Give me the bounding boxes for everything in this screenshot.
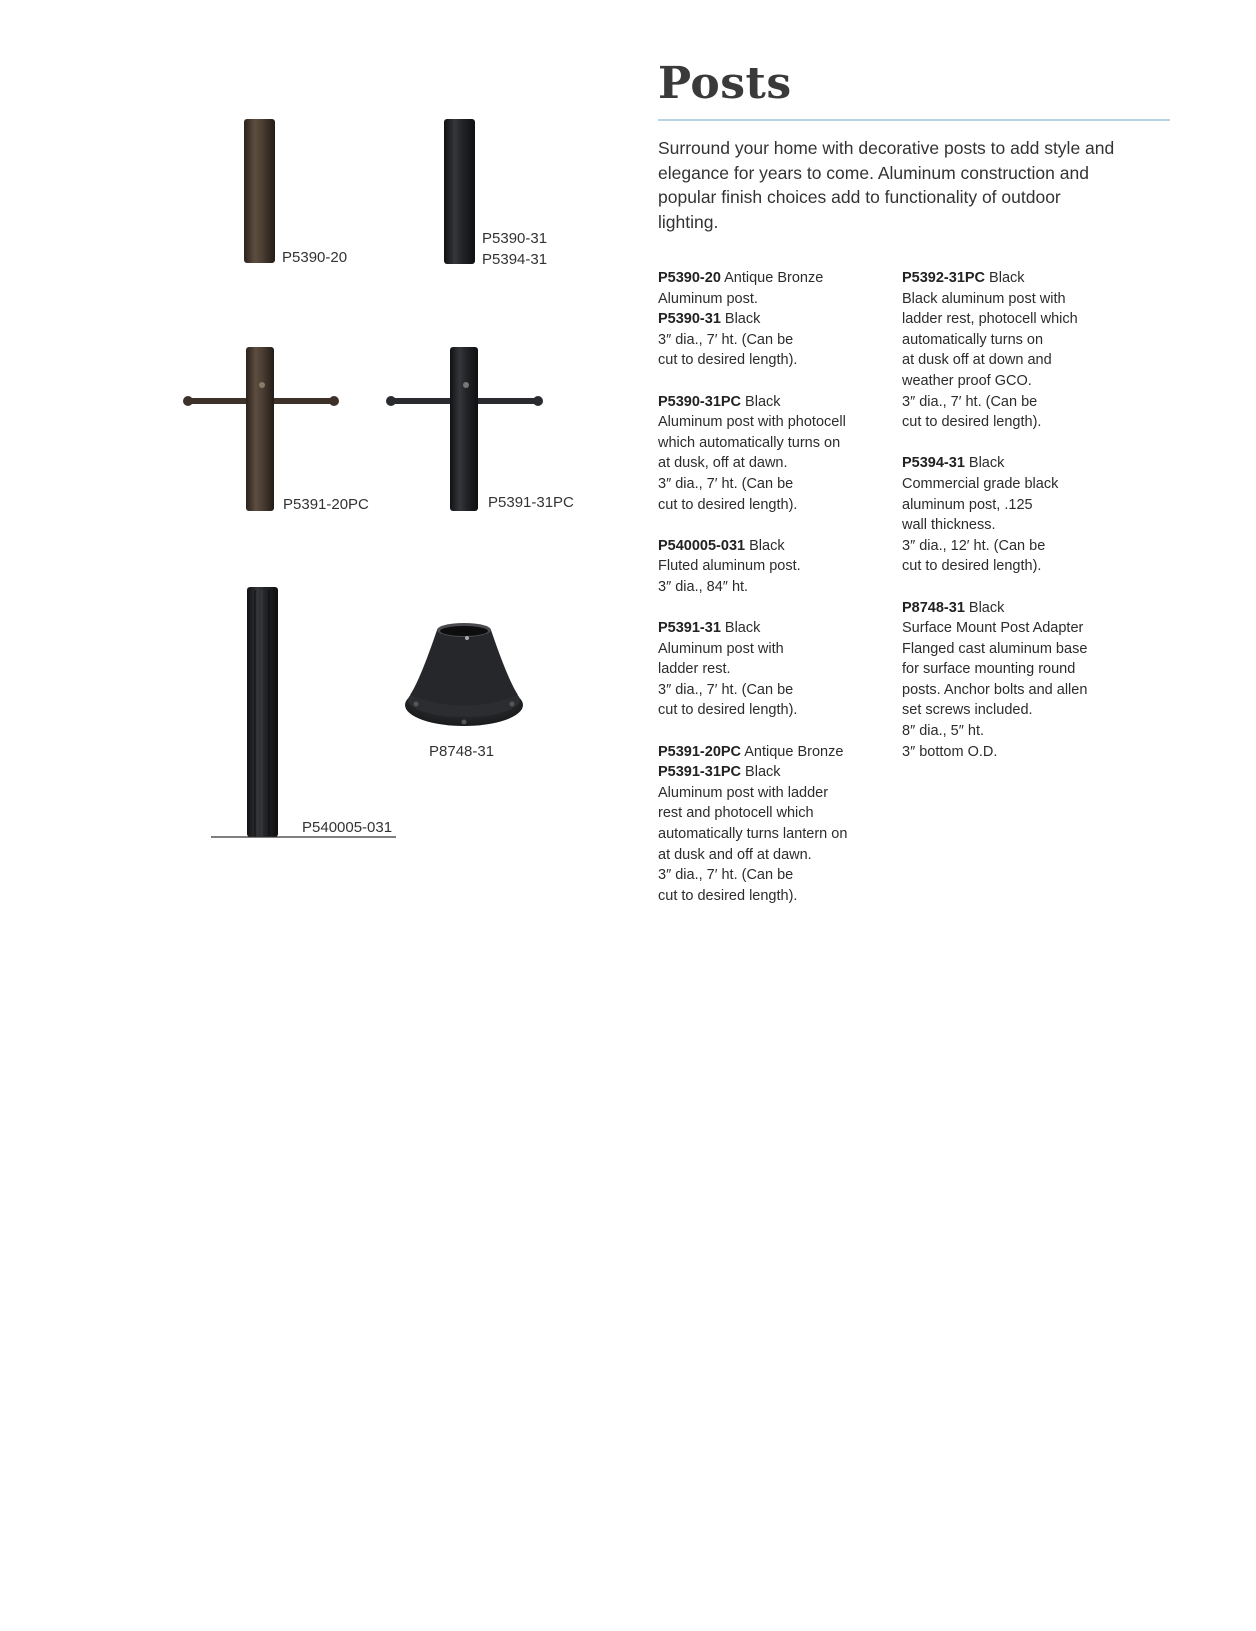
product-finish: Black <box>741 764 781 781</box>
spec-text: posts. Anchor bolts and allen <box>902 681 1088 698</box>
spec-line <box>902 309 1132 330</box>
spec-line <box>902 639 1132 660</box>
spec-line <box>658 762 888 783</box>
spec-line <box>658 495 888 516</box>
spec-line <box>902 721 1132 742</box>
spec-line <box>658 536 888 557</box>
spec-line <box>658 268 888 289</box>
spec-line <box>902 268 1132 289</box>
label-p5390-31: P5390-31 <box>482 230 548 247</box>
product-code: P8748-31 <box>902 599 965 616</box>
product-code: P5391-31PC <box>658 764 742 781</box>
spec-line <box>658 824 888 845</box>
spec-text: Commercial grade black <box>902 475 1059 492</box>
spec-text: cut to desired length). <box>658 352 798 369</box>
spec-entry <box>658 618 888 721</box>
spec-text: 3″ dia., 7′ ht. (Can be <box>658 475 794 492</box>
product-code: P5390-31PC <box>658 393 742 410</box>
spec-text: Aluminum post. <box>658 290 758 307</box>
spec-text: rest and photocell which <box>658 805 814 822</box>
spec-line <box>902 515 1132 536</box>
spec-text: automatically turns lantern on <box>658 826 848 843</box>
product-finish: Black <box>964 599 1005 616</box>
spec-text: 8″ dia., 5″ ht. <box>902 723 985 740</box>
spec-line <box>658 453 888 474</box>
spec-line <box>658 680 888 701</box>
spec-line <box>658 742 888 763</box>
spec-text: set screws included. <box>902 702 1033 719</box>
post-p5391-20pc-image <box>183 347 339 511</box>
spec-text: at dusk and off at dawn. <box>658 846 812 863</box>
product-code: P5391-31 <box>658 620 721 637</box>
spec-line <box>902 412 1132 433</box>
spec-text: Surface Mount Post Adapter <box>902 620 1084 637</box>
spec-line <box>902 742 1132 763</box>
label-p5391-20pc: P5391-20PC <box>283 496 369 513</box>
title-rule <box>658 119 1170 121</box>
spec-text: which automatically turns on <box>658 434 841 451</box>
spec-text: Aluminum post with photocell <box>658 414 846 431</box>
spec-text: cut to desired length). <box>658 887 798 904</box>
spec-line <box>902 350 1132 371</box>
spec-line <box>902 453 1132 474</box>
spec-line <box>658 474 888 495</box>
spec-text: Black aluminum post with <box>902 290 1066 307</box>
product-finish: Antique Bronze <box>741 743 844 760</box>
post-p5390-20-image <box>244 119 275 263</box>
spec-text: 3″ dia., 7′ ht. (Can be <box>658 867 794 884</box>
product-code: P5394-31 <box>902 455 965 472</box>
spec-text: cut to desired length). <box>658 496 798 513</box>
spec-line <box>658 618 888 639</box>
spec-column-right <box>902 268 1132 783</box>
spec-text: Aluminum post with <box>658 640 784 657</box>
spec-entry <box>658 742 888 907</box>
spec-line <box>658 350 888 371</box>
product-finish: Black <box>985 270 1025 286</box>
product-code: P540005-031 <box>658 537 746 554</box>
spec-text: automatically turns on <box>902 331 1044 348</box>
spec-line <box>902 618 1132 639</box>
spec-line <box>902 289 1132 310</box>
spec-entry <box>658 392 888 516</box>
spec-line <box>902 474 1132 495</box>
spec-text: weather proof GCO. <box>902 372 1032 389</box>
spec-entry <box>902 598 1132 763</box>
spec-column-left <box>658 268 888 927</box>
spec-text: cut to desired length). <box>902 558 1042 575</box>
product-finish: Black <box>720 620 761 637</box>
spec-text: cut to desired length). <box>902 414 1042 431</box>
label-p8748-31: P8748-31 <box>429 743 495 760</box>
spec-line <box>658 577 888 598</box>
spec-line <box>658 865 888 886</box>
spec-text: for surface mounting round <box>902 661 1076 678</box>
spec-line <box>658 886 888 907</box>
spec-text: ladder rest. <box>658 661 731 678</box>
spec-line <box>658 289 888 310</box>
spec-line <box>658 700 888 721</box>
product-code: P5390-20 <box>658 270 721 286</box>
post-p5390-31-image <box>444 119 475 264</box>
adapter-p8748-31-image <box>405 623 523 726</box>
spec-text: 3″ bottom O.D. <box>902 743 998 760</box>
spec-text: aluminum post, .125 <box>902 496 1033 513</box>
post-p5391-31pc-image <box>386 347 543 511</box>
product-finish: Black <box>745 537 785 554</box>
product-finish: Antique Bronze <box>720 270 824 286</box>
product-code: P5391-20PC <box>658 743 742 760</box>
spec-text: 3″ dia., 7′ ht. (Can be <box>658 331 794 348</box>
spec-line <box>658 845 888 866</box>
spec-text: Flanged cast aluminum base <box>902 640 1088 657</box>
spec-line <box>902 371 1132 392</box>
product-code: P5392-31PC <box>902 270 986 286</box>
spec-line <box>902 556 1132 577</box>
intro-paragraph: Surround your home with decorative posts to add style and elegance for years to come. Aluminum construction and popular finish choices add to functionality of outdoor lighting. <box>658 138 1115 232</box>
spec-line <box>658 412 888 433</box>
spec-text: 3″ dia., 12′ ht. (Can be <box>902 537 1046 554</box>
product-code: P5390-31 <box>658 311 721 328</box>
spec-text: at dusk off at down and <box>902 352 1052 369</box>
label-p5394-31: P5394-31 <box>482 251 548 268</box>
spec-line <box>902 536 1132 557</box>
page-title: Posts <box>658 58 792 109</box>
label-p5391-31pc: P5391-31PC <box>488 494 574 511</box>
spec-line <box>658 309 888 330</box>
spec-text: ladder rest, photocell which <box>902 311 1078 328</box>
spec-line <box>902 392 1132 413</box>
spec-text: at dusk, off at dawn. <box>658 455 788 472</box>
spec-text: Fluted aluminum post. <box>658 558 801 575</box>
spec-text: 3″ dia., 7′ ht. (Can be <box>902 393 1038 410</box>
spec-text: wall thickness. <box>902 517 996 534</box>
product-finish: Black <box>741 393 781 410</box>
spec-line <box>902 330 1132 351</box>
spec-line <box>658 392 888 413</box>
post-p540005-031-image <box>211 587 396 837</box>
spec-line <box>658 803 888 824</box>
spec-line <box>658 433 888 454</box>
spec-line <box>902 659 1132 680</box>
spec-line <box>902 495 1132 516</box>
spec-line <box>658 783 888 804</box>
product-finish: Black <box>720 311 761 328</box>
spec-text: 3″ dia., 7′ ht. (Can be <box>658 681 794 698</box>
spec-text: Aluminum post with ladder <box>658 784 829 801</box>
spec-line <box>658 659 888 680</box>
spec-line <box>658 330 888 351</box>
label-p5390-20: P5390-20 <box>282 249 348 266</box>
spec-entry <box>658 536 888 598</box>
spec-entry <box>902 268 1132 433</box>
spec-line <box>902 598 1132 619</box>
spec-line <box>902 680 1132 701</box>
label-p540005-031: P540005-031 <box>302 819 393 836</box>
spec-line <box>658 639 888 660</box>
spec-entry <box>658 268 888 371</box>
spec-line <box>902 700 1132 721</box>
spec-line <box>658 556 888 577</box>
spec-text: cut to desired length). <box>658 702 798 719</box>
product-finish: Black <box>964 455 1005 472</box>
spec-entry <box>902 453 1132 577</box>
spec-text: 3″ dia., 84″ ht. <box>658 578 749 595</box>
